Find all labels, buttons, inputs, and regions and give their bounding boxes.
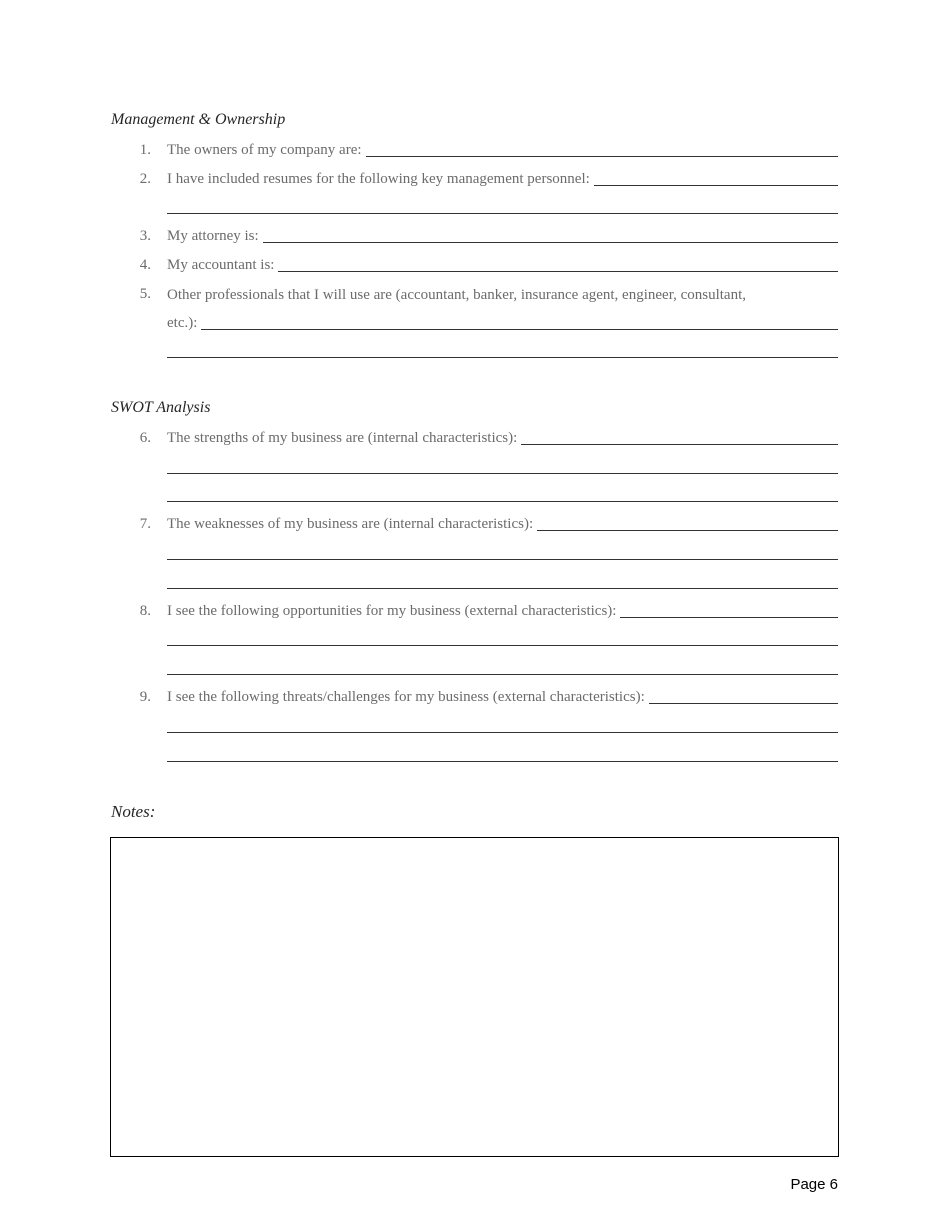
answer-line[interactable] xyxy=(167,559,838,560)
answer-line[interactable] xyxy=(278,270,838,272)
answer-line[interactable] xyxy=(167,501,838,502)
question-text: I see the following opportunities for my business (external characteristics): xyxy=(167,603,617,619)
question-key-personnel xyxy=(167,168,838,188)
page-number: Page 6 xyxy=(790,1176,838,1193)
answer-line[interactable] xyxy=(167,473,838,474)
notes-title: Notes: xyxy=(111,802,156,821)
answer-line[interactable] xyxy=(537,529,838,531)
answer-line[interactable] xyxy=(167,674,838,675)
question-strengths xyxy=(167,427,838,447)
question-text: The strengths of my business are (internal characteristics): xyxy=(167,430,518,446)
answer-line[interactable] xyxy=(649,702,838,704)
question-threats xyxy=(167,686,838,706)
question-owners xyxy=(167,139,838,159)
answer-line[interactable] xyxy=(263,241,838,243)
answer-line[interactable] xyxy=(620,616,838,618)
question-attorney xyxy=(167,225,838,245)
question-accountant xyxy=(167,254,838,274)
question-text: The weaknesses of my business are (internal characteristics): xyxy=(167,516,534,532)
question-number: 9. xyxy=(139,689,151,705)
question-number: 6. xyxy=(139,430,151,446)
notes-box[interactable] xyxy=(110,837,839,1157)
question-number: 4. xyxy=(139,257,151,273)
question-weaknesses xyxy=(167,513,838,533)
answer-line[interactable] xyxy=(167,761,838,762)
answer-line[interactable] xyxy=(167,357,838,358)
answer-line[interactable] xyxy=(201,328,838,330)
answer-line[interactable] xyxy=(167,213,838,214)
answer-line[interactable] xyxy=(366,155,838,157)
question-number: 3. xyxy=(139,228,151,244)
answer-line[interactable] xyxy=(521,443,838,445)
question-number: 1. xyxy=(139,142,151,158)
question-text: My attorney is: xyxy=(167,228,259,244)
question-number: 7. xyxy=(139,516,151,532)
section-title-management: Management & Ownership xyxy=(111,111,286,128)
question-opportunities xyxy=(167,600,838,620)
section-title-swot: SWOT Analysis xyxy=(111,399,211,416)
question-text: My accountant is: xyxy=(167,257,275,273)
question-number: 5. xyxy=(139,286,151,302)
answer-line[interactable] xyxy=(594,184,838,186)
question-text: Other professionals that I will use are (accountant, banker, insurance agent, engineer, consultant, xyxy=(167,287,747,303)
answer-line[interactable] xyxy=(167,588,838,589)
question-text-continued: etc.): xyxy=(167,315,198,331)
answer-line[interactable] xyxy=(167,732,838,733)
question-text: I see the following threats/challenges for my business (external characteristics): xyxy=(167,689,645,705)
question-number: 2. xyxy=(139,171,151,187)
question-text: I have included resumes for the following key management personnel: xyxy=(167,171,590,187)
question-number: 8. xyxy=(139,603,151,619)
question-other-professionals xyxy=(167,312,838,332)
question-text: The owners of my company are: xyxy=(167,142,362,158)
answer-line[interactable] xyxy=(167,645,838,646)
